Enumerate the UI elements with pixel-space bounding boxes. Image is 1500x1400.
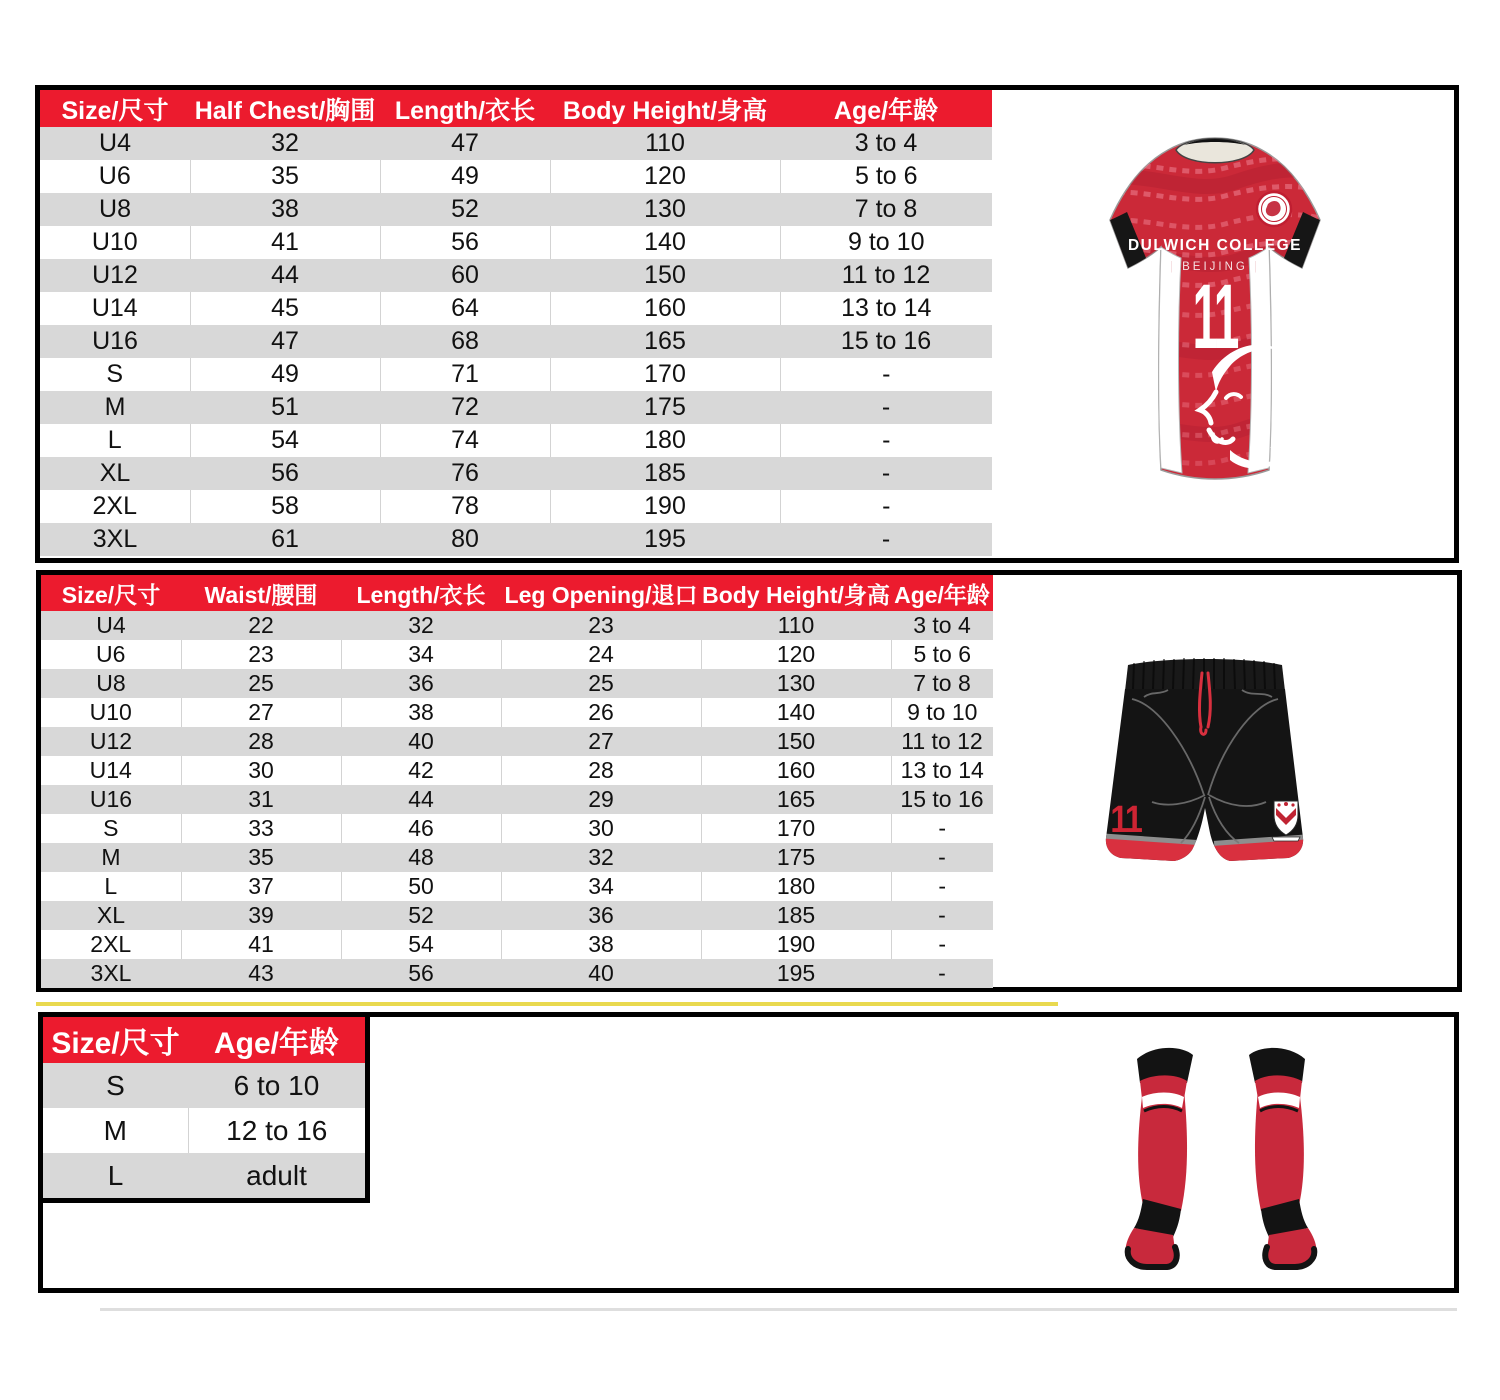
table-cell: 27 [501, 727, 701, 756]
table-cell: M [41, 843, 181, 872]
jersey-side-panel-right [1248, 247, 1271, 473]
table-cell: 140 [550, 226, 780, 259]
table-cell: U6 [41, 640, 181, 669]
table-cell: 2XL [41, 930, 181, 959]
table-row [41, 727, 993, 756]
table-cell: 56 [380, 226, 550, 259]
table-cell: 35 [190, 160, 380, 193]
column-header: Size/尺寸 [40, 90, 190, 127]
table-row [41, 756, 993, 785]
table-cell: 195 [701, 959, 891, 988]
table-cell: 49 [190, 358, 380, 391]
shorts-player-number: 11 [1110, 798, 1142, 841]
table-cell: 150 [550, 259, 780, 292]
table-cell: 47 [190, 325, 380, 358]
table-cell: 40 [341, 727, 501, 756]
table-cell: 37 [181, 872, 341, 901]
table-cell: 3XL [41, 959, 181, 988]
table-cell: 27 [181, 698, 341, 727]
table-cell: 71 [380, 358, 550, 391]
table-cell: 15 to 16 [780, 325, 992, 358]
table-cell: 34 [501, 872, 701, 901]
table-cell: 6 to 10 [188, 1063, 368, 1108]
table-cell: U16 [40, 325, 190, 358]
table-cell: 68 [380, 325, 550, 358]
table-cell: 13 to 14 [891, 756, 993, 785]
table-cell: 9 to 10 [891, 698, 993, 727]
table-row [40, 391, 992, 424]
table-cell: 48 [341, 843, 501, 872]
shorts-image [1096, 645, 1328, 883]
table-cell: XL [40, 457, 190, 490]
table-cell: 60 [380, 259, 550, 292]
jersey-image [1080, 110, 1392, 534]
table-cell: 54 [190, 424, 380, 457]
table-cell: - [780, 358, 992, 391]
table-cell: 41 [190, 226, 380, 259]
table-cell: 170 [550, 358, 780, 391]
column-header: Body Height/身高 [550, 90, 780, 127]
table-cell: 24 [501, 640, 701, 669]
table-cell: adult [188, 1153, 368, 1201]
table-row [43, 1153, 368, 1201]
table-cell: 44 [190, 259, 380, 292]
table-row [41, 669, 993, 698]
table-cell: 29 [501, 785, 701, 814]
table-cell: 43 [181, 959, 341, 988]
table-cell: 80 [380, 523, 550, 556]
table-row [40, 325, 992, 358]
table-cell: 30 [181, 756, 341, 785]
jersey-collar [1176, 139, 1254, 163]
table-cell: 3 to 4 [780, 127, 992, 160]
table-cell: 180 [701, 872, 891, 901]
table-cell: 120 [550, 160, 780, 193]
table-cell: U8 [40, 193, 190, 226]
table-cell: L [41, 872, 181, 901]
table-cell: 150 [701, 727, 891, 756]
table-cell: 25 [181, 669, 341, 698]
table-cell: 11 to 12 [780, 259, 992, 292]
jersey-brand-line2: | BEIJING | [1169, 261, 1261, 273]
table-cell: 130 [550, 193, 780, 226]
table-cell: 32 [501, 843, 701, 872]
table-cell: U4 [40, 127, 190, 160]
table-cell: - [891, 959, 993, 988]
table-cell: 26 [501, 698, 701, 727]
table-cell: U10 [41, 698, 181, 727]
table-cell: 110 [550, 127, 780, 160]
table-cell: U4 [41, 611, 181, 640]
table-cell: - [891, 843, 993, 872]
table-cell: 5 to 6 [780, 160, 992, 193]
table-row [41, 843, 993, 872]
column-header: Length/衣长 [341, 575, 501, 611]
table-cell: 160 [550, 292, 780, 325]
table-row [41, 785, 993, 814]
table-cell: 28 [501, 756, 701, 785]
table-cell: L [43, 1153, 188, 1201]
table-row [40, 490, 992, 523]
table-cell: - [891, 901, 993, 930]
table-row [40, 160, 992, 193]
table-cell: 38 [341, 698, 501, 727]
table-cell: 34 [341, 640, 501, 669]
table-row [40, 457, 992, 490]
table-cell: 2XL [40, 490, 190, 523]
table-cell: 180 [550, 424, 780, 457]
table-row [40, 358, 992, 391]
table-cell: 46 [341, 814, 501, 843]
table-cell: S [41, 814, 181, 843]
table-cell: 49 [380, 160, 550, 193]
column-header: Body Height/身高 [701, 575, 891, 611]
table-cell: 3XL [40, 523, 190, 556]
table-row [41, 698, 993, 727]
table-cell: - [891, 872, 993, 901]
table-cell: 185 [701, 901, 891, 930]
table-cell: - [891, 930, 993, 959]
table-cell: 11 to 12 [891, 727, 993, 756]
table-cell: U12 [40, 259, 190, 292]
table-cell: 56 [341, 959, 501, 988]
table-cell: 54 [341, 930, 501, 959]
table-cell: 47 [380, 127, 550, 160]
table-cell: 15 to 16 [891, 785, 993, 814]
table-cell: 28 [181, 727, 341, 756]
table-cell: 175 [550, 391, 780, 424]
table-cell: 170 [701, 814, 891, 843]
table-cell: 42 [341, 756, 501, 785]
table-row [43, 1063, 368, 1108]
table-cell: 31 [181, 785, 341, 814]
table-cell: 36 [341, 669, 501, 698]
table-cell: 76 [380, 457, 550, 490]
table-row [40, 292, 992, 325]
column-header: Size/尺寸 [41, 575, 181, 611]
jersey-size-table [40, 90, 992, 556]
table-cell: 23 [501, 611, 701, 640]
shorts-size-panel [36, 570, 1462, 992]
table-cell: 45 [190, 292, 380, 325]
jersey-crest-badge [1257, 192, 1291, 226]
column-header: Length/衣长 [380, 90, 550, 127]
table-cell: 13 to 14 [780, 292, 992, 325]
table-cell: 78 [380, 490, 550, 523]
table-cell: M [43, 1108, 188, 1153]
table-cell: U14 [40, 292, 190, 325]
table-row [40, 259, 992, 292]
table-cell: 38 [501, 930, 701, 959]
table-row [40, 193, 992, 226]
table-row [41, 814, 993, 843]
table-cell: 22 [181, 611, 341, 640]
column-header: Size/尺寸 [43, 1017, 188, 1063]
table-cell: 74 [380, 424, 550, 457]
table-cell: 190 [550, 490, 780, 523]
table-cell: - [891, 814, 993, 843]
table-cell: 52 [341, 901, 501, 930]
header-row [41, 575, 993, 611]
table-row [40, 523, 992, 556]
column-header: Leg Opening/退口 [501, 575, 701, 611]
table-cell: 185 [550, 457, 780, 490]
table-cell: 195 [550, 523, 780, 556]
table-cell: U14 [41, 756, 181, 785]
table-cell: - [780, 391, 992, 424]
table-cell: 38 [190, 193, 380, 226]
socks-size-panel [38, 1012, 1459, 1293]
table-cell: 190 [701, 930, 891, 959]
table-cell: 3 to 4 [891, 611, 993, 640]
table-cell: 140 [701, 698, 891, 727]
table-cell: 35 [181, 843, 341, 872]
table-cell: 165 [550, 325, 780, 358]
table-cell: - [780, 490, 992, 523]
table-cell: 110 [701, 611, 891, 640]
column-header: Age/年龄 [780, 90, 992, 127]
table-cell: 160 [701, 756, 891, 785]
table-cell: 33 [181, 814, 341, 843]
socks-size-table [43, 1017, 370, 1203]
table-cell: 58 [190, 490, 380, 523]
table-cell: 7 to 8 [891, 669, 993, 698]
column-header: Age/年龄 [188, 1017, 368, 1063]
table-cell: 32 [190, 127, 380, 160]
socks-image [1123, 1039, 1319, 1273]
table-cell: 50 [341, 872, 501, 901]
table-cell: 32 [341, 611, 501, 640]
table-cell: XL [41, 901, 181, 930]
jersey-size-panel [35, 85, 1459, 563]
table-cell: 25 [501, 669, 701, 698]
column-header: Half Chest/胸围 [190, 90, 380, 127]
bottom-shadow-line [100, 1308, 1457, 1311]
table-cell: 39 [181, 901, 341, 930]
table-cell: 23 [181, 640, 341, 669]
table-cell: S [43, 1063, 188, 1108]
table-cell: 64 [380, 292, 550, 325]
table-cell: 40 [501, 959, 701, 988]
table-cell: 120 [701, 640, 891, 669]
table-row [41, 640, 993, 669]
table-cell: - [780, 457, 992, 490]
jersey-brand-line1: DULWICH COLLEGE [1127, 237, 1303, 254]
table-cell: 165 [701, 785, 891, 814]
table-row [43, 1108, 368, 1153]
table-row [41, 872, 993, 901]
table-cell: 72 [380, 391, 550, 424]
table-cell: 5 to 6 [891, 640, 993, 669]
column-header: Age/年龄 [891, 575, 993, 611]
jersey-player-number: 11 [1192, 265, 1238, 369]
shorts-size-table [41, 575, 993, 988]
table-cell: 36 [501, 901, 701, 930]
table-row [40, 424, 992, 457]
table-cell: L [40, 424, 190, 457]
table-cell: 61 [190, 523, 380, 556]
table-cell: 175 [701, 843, 891, 872]
table-cell: U12 [41, 727, 181, 756]
table-row [41, 930, 993, 959]
table-cell: 51 [190, 391, 380, 424]
jersey-side-panel-left [1159, 247, 1182, 473]
table-cell: U6 [40, 160, 190, 193]
table-row [41, 611, 993, 640]
table-cell: S [40, 358, 190, 391]
header-row [40, 90, 992, 127]
table-cell: 56 [190, 457, 380, 490]
table-cell: 7 to 8 [780, 193, 992, 226]
table-cell: - [780, 424, 992, 457]
column-header: Waist/腰围 [181, 575, 341, 611]
table-cell: U10 [40, 226, 190, 259]
table-cell: 130 [701, 669, 891, 698]
table-cell: U16 [41, 785, 181, 814]
table-cell: - [780, 523, 992, 556]
table-cell: 30 [501, 814, 701, 843]
table-row [41, 959, 993, 988]
table-row [41, 901, 993, 930]
table-cell: 12 to 16 [188, 1108, 368, 1153]
header-row [43, 1017, 368, 1063]
table-row [40, 127, 992, 160]
table-cell: 44 [341, 785, 501, 814]
table-row [40, 226, 992, 259]
yellow-divider-line [36, 1002, 1058, 1006]
table-cell: M [40, 391, 190, 424]
table-cell: 41 [181, 930, 341, 959]
table-cell: 52 [380, 193, 550, 226]
table-cell: 9 to 10 [780, 226, 992, 259]
table-cell: U8 [41, 669, 181, 698]
